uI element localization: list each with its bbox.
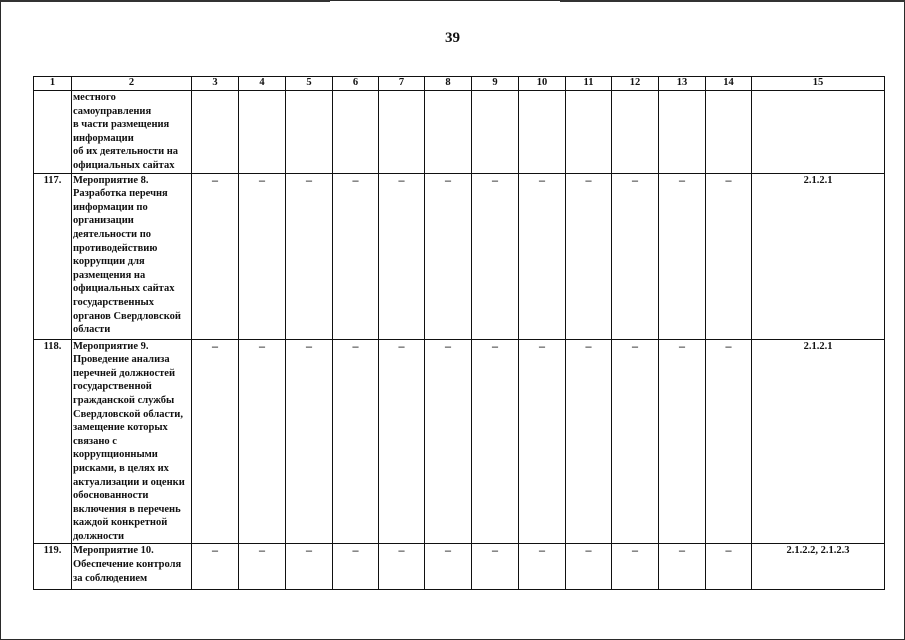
measure-description: Мероприятие 8. Разработка перечня информации по организации деятельности по противодействию коррупции для размещения на официальных сайтах государственных органов Свердловской области: [72, 173, 192, 339]
value-cell-col-5: [286, 91, 333, 174]
row-number: 118.: [34, 339, 72, 544]
table-row: [34, 544, 885, 590]
value-cell-col-8: –: [425, 544, 472, 590]
target-code: 2.1.2.2, 2.1.2.3: [752, 544, 885, 590]
value-cell-col-6: –: [333, 173, 379, 339]
column-header-13: 13: [659, 77, 706, 91]
row-number: [34, 91, 72, 174]
value-cell-col-9: –: [472, 544, 519, 590]
value-cell-col-11: –: [566, 544, 612, 590]
value-cell-col-3: –: [192, 173, 239, 339]
value-cell-col-13: –: [659, 544, 706, 590]
value-cell-col-5: –: [286, 544, 333, 590]
value-cell-col-12: –: [612, 339, 659, 544]
table-row: [34, 91, 885, 174]
column-header-6: 6: [333, 77, 379, 91]
target-code: 2.1.2.1: [752, 173, 885, 339]
value-cell-col-12: [612, 91, 659, 174]
value-cell-col-11: –: [566, 173, 612, 339]
row-number: 119.: [34, 544, 72, 590]
value-cell-col-6: [333, 91, 379, 174]
measure-description: Мероприятие 10. Обеспечение контроля за соблюдением: [72, 544, 192, 590]
value-cell-col-6: –: [333, 544, 379, 590]
page-number: 39: [445, 30, 460, 46]
value-cell-col-14: –: [706, 173, 752, 339]
value-cell-col-3: –: [192, 544, 239, 590]
column-header-2: 2: [72, 77, 192, 91]
value-cell-col-12: –: [612, 173, 659, 339]
target-code: 2.1.2.1: [752, 339, 885, 544]
column-header-10: 10: [519, 77, 566, 91]
value-cell-col-12: –: [612, 544, 659, 590]
column-header-7: 7: [379, 77, 425, 91]
value-cell-col-8: –: [425, 339, 472, 544]
column-header-12: 12: [612, 77, 659, 91]
value-cell-col-8: [425, 91, 472, 174]
value-cell-col-9: –: [472, 339, 519, 544]
value-cell-col-4: –: [239, 339, 286, 544]
measure-description: Мероприятие 9. Проведение анализа перечней должностей государственной гражданской службы Свердловской области, замещение которых связано с коррупционными рисками, в целях их актуализации и оценки обоснованности включения в перечень каждой конкретной должности: [72, 339, 192, 544]
value-cell-col-10: –: [519, 544, 566, 590]
value-cell-col-11: [566, 91, 612, 174]
value-cell-col-14: [706, 91, 752, 174]
value-cell-col-7: [379, 91, 425, 174]
value-cell-col-13: –: [659, 173, 706, 339]
value-cell-col-10: [519, 91, 566, 174]
column-header-3: 3: [192, 77, 239, 91]
value-cell-col-3: –: [192, 339, 239, 544]
value-cell-col-7: –: [379, 173, 425, 339]
value-cell-col-5: –: [286, 173, 333, 339]
header-row: [34, 77, 885, 91]
value-cell-col-13: –: [659, 339, 706, 544]
value-cell-col-4: –: [239, 173, 286, 339]
value-cell-col-10: –: [519, 173, 566, 339]
value-cell-col-4: –: [239, 544, 286, 590]
value-cell-col-9: –: [472, 173, 519, 339]
value-cell-col-7: –: [379, 339, 425, 544]
table-body: [34, 91, 885, 590]
column-header-8: 8: [425, 77, 472, 91]
value-cell-col-4: [239, 91, 286, 174]
column-header-14: 14: [706, 77, 752, 91]
value-cell-col-11: –: [566, 339, 612, 544]
value-cell-col-14: –: [706, 339, 752, 544]
value-cell-col-13: [659, 91, 706, 174]
value-cell-col-9: [472, 91, 519, 174]
column-header-9: 9: [472, 77, 519, 91]
target-code: [752, 91, 885, 174]
column-header-4: 4: [239, 77, 286, 91]
measures-table: [33, 76, 885, 590]
table-row: [34, 173, 885, 339]
value-cell-col-5: –: [286, 339, 333, 544]
column-header-15: 15: [752, 77, 885, 91]
value-cell-col-10: –: [519, 339, 566, 544]
value-cell-col-7: –: [379, 544, 425, 590]
column-header-5: 5: [286, 77, 333, 91]
column-header-1: 1: [34, 77, 72, 91]
table-row: [34, 339, 885, 544]
value-cell-col-8: –: [425, 173, 472, 339]
column-header-11: 11: [566, 77, 612, 91]
value-cell-col-3: [192, 91, 239, 174]
measure-description: местного самоуправления в части размещения информации об их деятельности на официальных сайтах: [72, 91, 192, 174]
value-cell-col-6: –: [333, 339, 379, 544]
value-cell-col-14: –: [706, 544, 752, 590]
row-number: 117.: [34, 173, 72, 339]
top-edge-marks: [0, 0, 905, 3]
